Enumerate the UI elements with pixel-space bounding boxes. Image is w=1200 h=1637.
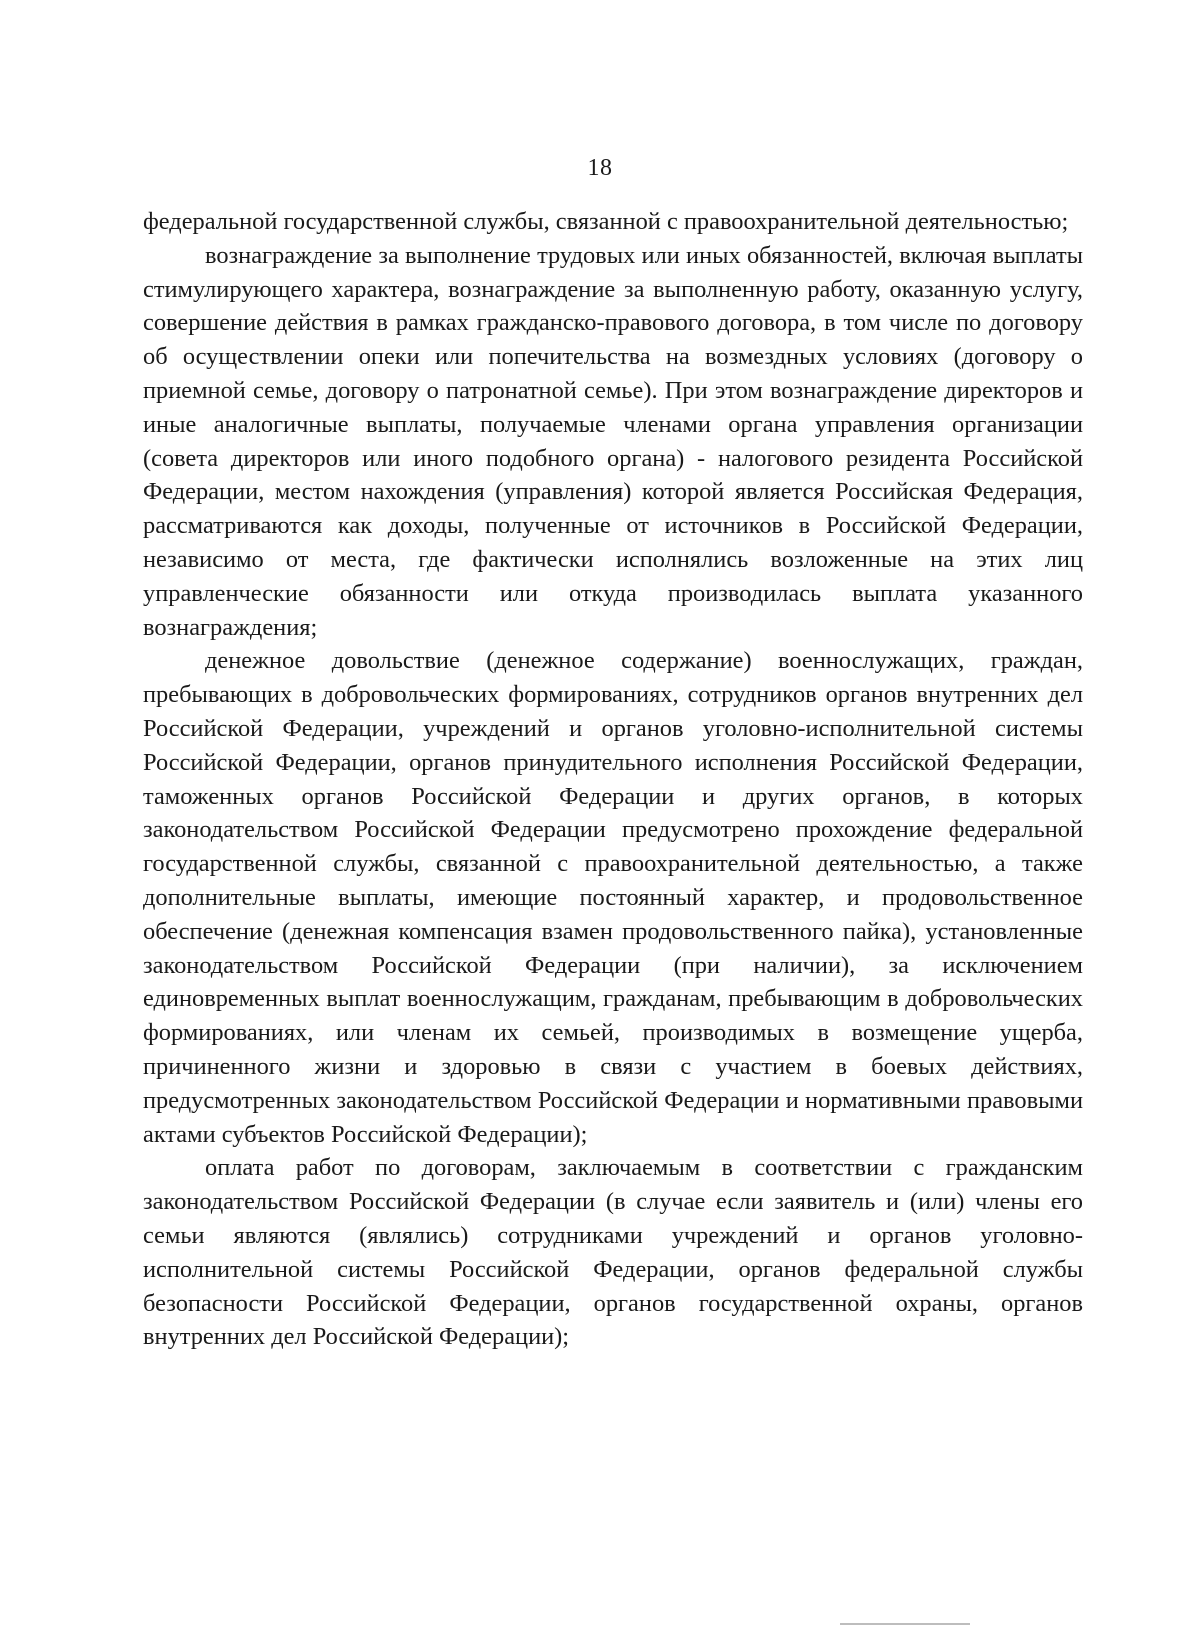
document-body — [143, 205, 1083, 1354]
page-number: 18 — [587, 155, 613, 181]
paragraph-contract-payment: оплата работ по договорам, заключаемым в соответствии с гражданским законодательством Российской Федерации (в случае если заявитель и (или) члены его семьи являются (являлись) сотрудниками учреждений и органов уголовно-исполнительной системы Российской Федерации, органов федеральной службы безопасности Российской Федерации, органов государственной охраны, органов внутренних дел Российской Федерации); — [143, 1154, 1083, 1351]
paragraph-continuation: федеральной государственной службы, связанной с правоохранительной деятельностью; — [143, 208, 1069, 235]
paragraph-remuneration: вознаграждение за выполнение трудовых или иных обязанностей, включая выплаты стимулирующего характера, вознаграждение за выполненную работу, оказанную услугу, совершение действия в рамках гражданско-правового договора, в том числе по договору об осуществлении опеки или попечительства на возмездных условиях (договору о приемной семье, договору о патронатной семье). При этом вознаграждение директоров и иные аналогичные выплаты, получаемые членами органа управления организации (совета директоров или иного подобного органа) - налогового резидента Российской Федерации, местом нахождения (управления) которой является Российская Федерация, рассматриваются как доходы, полученные от источников в Российской Федерации, независимо от места, где фактически исполнялись возложенные на этих лиц управленческие обязанности или откуда производилась выплата указанного вознаграждения; — [143, 241, 1083, 641]
paragraph-monetary-allowance: денежное довольствие (денежное содержание) военнослужащих, граждан, пребывающих в добровольческих формированиях, сотрудников органов внутренних дел Российской Федерации, учреждений и органов уголовно-исполнительной системы Российской Федерации, органов принудительного исполнения Российской Федерации, таможенных органов Российской Федерации и других органов, в которых законодательством Российской Федерации предусмотрено прохождение федеральной государственной службы, связанной с правоохранительной деятельностью, а также дополнительные выплаты, имеющие постоянный характер, и продовольственное обеспечение (денежная компенсация взамен продовольственного пайка), установленные законодательством Российской Федерации (при наличии), за исключением единовременных выплат военнослужащим, гражданам, пребывающим в добровольческих формированиях, или членам их семьей, производимых в возмещение ущерба, причиненного жизни и здоровью в связи с участием в боевых действиях, предусмотренных законодательством Российской Федерации и нормативными правовыми актами субъектов Российской Федерации); — [143, 647, 1083, 1148]
scan-artifact-line — [840, 1623, 970, 1625]
